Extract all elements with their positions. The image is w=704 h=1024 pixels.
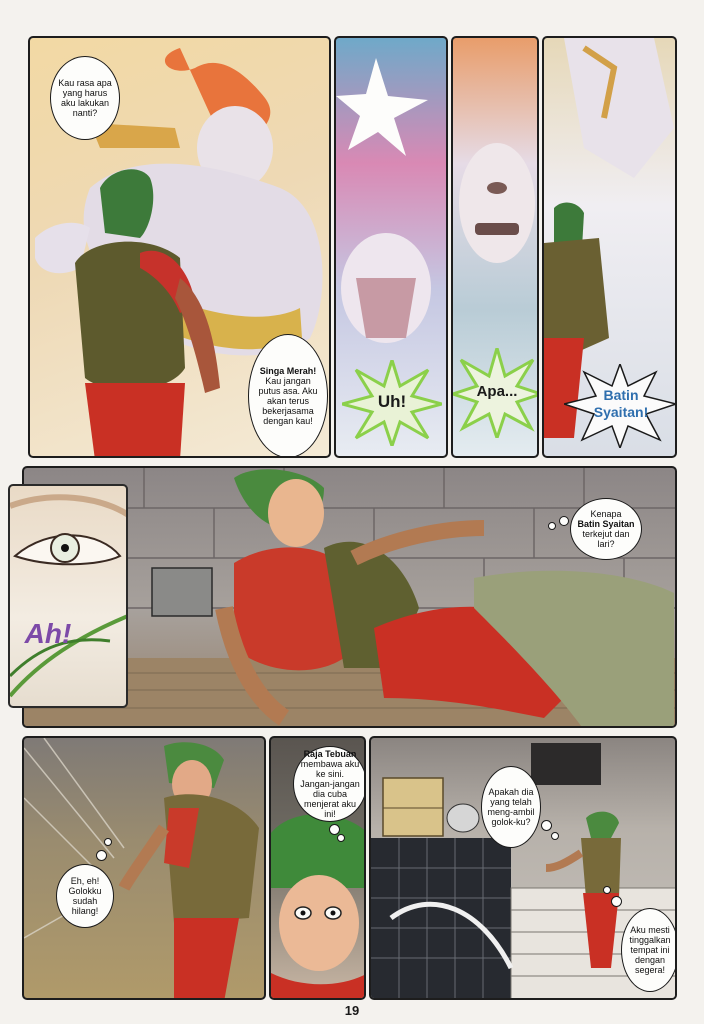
sfx-ah: Ah!	[24, 618, 72, 649]
thought-dot	[337, 834, 345, 842]
thought-bubble-aku-mesti	[621, 908, 677, 992]
thought-dot	[603, 886, 611, 894]
thought-name-batin: Batin Syaitan	[577, 519, 635, 529]
eye-closeup	[10, 486, 128, 708]
thought-dot	[104, 838, 112, 846]
panel-9	[369, 736, 677, 1000]
thought-dot	[329, 824, 340, 835]
panel-3	[451, 36, 539, 458]
thought-text-aku-mesti: Aku mesti tinggalkan tempat ini dengan segera!	[629, 925, 671, 975]
thought-dot	[559, 516, 569, 526]
thought-text-golokku: Eh, eh! Golokku sudah hilang!	[68, 876, 102, 916]
thought-bubble-golokku	[56, 864, 114, 928]
speech-bubble-bottom	[248, 334, 328, 458]
panel-6	[8, 484, 128, 708]
panel-7	[22, 736, 266, 1000]
sfx-apa: Apa...	[476, 382, 518, 400]
speech-name-bottom: Singa Merah!	[259, 366, 317, 376]
thought-dot	[96, 850, 107, 861]
sfx-uh: Uh!	[377, 392, 407, 411]
sfx-batin-syaitan: Batin Syaitan!	[593, 387, 649, 420]
hero-searching-figure	[24, 738, 266, 1000]
thought-dot	[548, 522, 556, 530]
thought-dot	[551, 832, 559, 840]
thought-body-raja-tebuan: membawa aku ke sini. Jangan-jangan dia cuba menjerat aku ini!	[300, 759, 360, 819]
thought-name-raja-tebuan: Raja Tebuan	[303, 749, 357, 759]
speech-bubble-top	[50, 56, 120, 140]
thought-bubble-apakah	[481, 766, 541, 848]
thought-text-apakah: Apakah dia yang telah meng-ambil golok-ku?	[487, 787, 535, 827]
panel-4	[542, 36, 677, 458]
speech-body-bottom: Kau jangan putus asa. Aku akan terus bekerjasama dengan kau!	[258, 376, 318, 426]
panel-1	[28, 36, 331, 458]
page-number: 19	[344, 1003, 360, 1018]
thought-text-kenapa	[575, 509, 637, 549]
panel-8	[269, 736, 366, 1000]
thought-bubble-raja-tebuan	[293, 746, 366, 822]
speech-text-top: Kau rasa apa yang harus aku lakukan nanti?	[58, 78, 112, 118]
thought-post-kenapa: terkejut dan lari?	[582, 529, 630, 549]
panel-2	[334, 36, 448, 458]
thought-pre-kenapa: Kenapa	[590, 509, 622, 519]
thought-text-raja-tebuan	[300, 749, 360, 819]
thought-dot	[541, 820, 552, 831]
thought-bubble-kenapa	[570, 498, 642, 560]
thought-dot	[611, 896, 622, 907]
speech-text-bottom	[253, 366, 323, 426]
